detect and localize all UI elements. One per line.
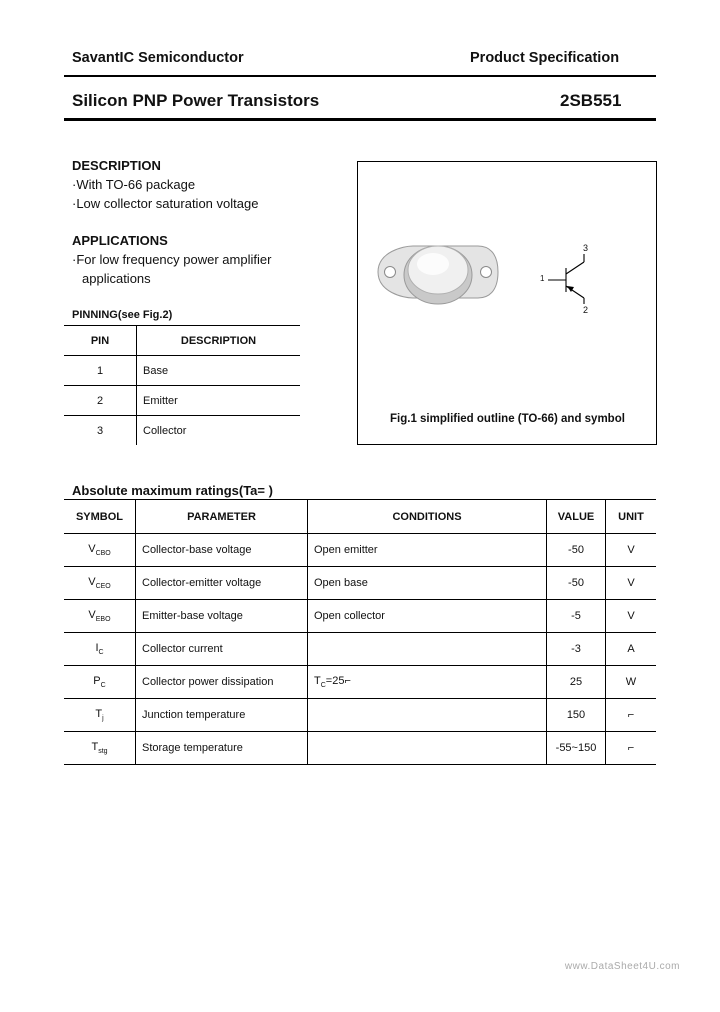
table-row <box>64 666 656 699</box>
rating-parameter: Collector current <box>136 633 308 666</box>
part-number: 2SB551 <box>560 91 622 110</box>
table-row <box>64 416 300 446</box>
rating-unit: ⌐ <box>606 699 657 732</box>
description-item: ·With TO-66 package <box>72 177 196 192</box>
rating-value: -50 <box>547 534 606 567</box>
ratings-heading: Absolute maximum ratings(Ta= ) <box>72 483 273 498</box>
pinning-table <box>64 325 300 445</box>
table-row <box>64 633 656 666</box>
pinning-header-row <box>64 326 300 356</box>
pin-description: Collector <box>143 424 187 437</box>
figure-box <box>357 161 657 445</box>
rating-parameter: Emitter-base voltage <box>136 600 308 633</box>
rating-conditions <box>308 666 547 699</box>
rating-parameter: Junction temperature <box>136 699 308 732</box>
symbol-subscript: j <box>102 715 104 723</box>
rating-symbol <box>64 699 136 732</box>
table-row <box>64 356 300 386</box>
rating-symbol <box>64 732 136 765</box>
rating-unit: V <box>606 534 657 567</box>
symbol-subscript: C <box>100 682 106 690</box>
rating-value: -50 <box>547 567 606 600</box>
figure-caption: Fig.1 simplified outline (TO-66) and symbol <box>390 413 625 425</box>
rating-symbol <box>64 633 136 666</box>
pin-number: 2 <box>64 386 137 416</box>
rating-symbol <box>64 567 136 600</box>
rating-symbol <box>64 600 136 633</box>
header-rule-bottom <box>64 118 656 121</box>
pin-number: 1 <box>64 356 137 386</box>
symbol-letter: V <box>88 608 96 621</box>
rating-conditions: Open emitter <box>308 534 547 567</box>
condition-value: =25 <box>325 674 345 687</box>
header-rule-top <box>64 75 656 77</box>
rating-parameter: Storage temperature <box>136 732 308 765</box>
rating-conditions <box>308 633 547 666</box>
company-name: SavantIC Semiconductor <box>72 50 244 66</box>
symbol-col-header: SYMBOL <box>64 500 136 534</box>
ratings-header-row <box>64 500 656 534</box>
parameter-col-header: PARAMETER <box>136 500 308 534</box>
ratings-table <box>64 499 656 765</box>
symbol-emitter-label: 2 <box>583 305 589 315</box>
symbol-collector-label: 3 <box>583 243 589 253</box>
rating-parameter: Collector power dissipation <box>136 666 308 699</box>
rating-parameter: Collector-emitter voltage <box>136 567 308 600</box>
symbol-base-label: 1 <box>540 274 545 283</box>
table-row <box>64 534 656 567</box>
pnp-transistor-symbol <box>548 254 584 304</box>
rating-conditions: Open collector <box>308 600 547 633</box>
value-col-header: VALUE <box>547 500 606 534</box>
symbol-subscript: CBO <box>95 550 111 558</box>
table-row <box>64 567 656 600</box>
symbol-letter: I <box>95 641 99 654</box>
to66-package-image <box>378 246 498 304</box>
symbol-subscript: stg <box>98 748 108 756</box>
rating-unit: A <box>606 633 657 666</box>
rating-value: -5 <box>547 600 606 633</box>
pin-col-header: PIN <box>64 326 137 356</box>
table-row <box>64 600 656 633</box>
rating-conditions <box>308 699 547 732</box>
rating-unit: V <box>606 567 657 600</box>
conditions-col-header: CONDITIONS <box>308 500 547 534</box>
rating-unit: W <box>606 666 657 699</box>
rating-symbol <box>64 534 136 567</box>
table-row <box>64 699 656 732</box>
applications-item: ·For low frequency power amplifier <box>72 252 272 267</box>
symbol-letter: P <box>93 674 101 687</box>
condition-letter: T <box>314 674 321 687</box>
applications-item-cont: applications <box>82 271 151 286</box>
rating-parameter: Collector-base voltage <box>136 534 308 567</box>
rating-value: 25 <box>547 666 606 699</box>
table-row <box>64 386 300 416</box>
rating-value: -3 <box>547 633 606 666</box>
description-heading: DESCRIPTION <box>72 158 161 173</box>
symbol-letter: V <box>88 542 96 555</box>
figure-drawing <box>358 162 656 444</box>
pinning-heading: PINNING(see Fig.2) <box>72 309 173 321</box>
condition-subscript: C <box>320 682 326 690</box>
desc-col-header: DESCRIPTION <box>137 326 301 356</box>
symbol-subscript: CEO <box>95 583 111 591</box>
description-item: ·Low collector saturation voltage <box>72 196 259 211</box>
rating-value: 150 <box>547 699 606 732</box>
symbol-letter: T <box>91 740 99 753</box>
page-title: Silicon PNP Power Transistors <box>72 91 320 110</box>
applications-heading: APPLICATIONS <box>72 233 168 248</box>
doc-type: Product Specification <box>470 50 620 66</box>
symbol-subscript: EBO <box>95 616 111 624</box>
table-row <box>64 732 656 765</box>
rating-unit: V <box>606 600 657 633</box>
symbol-letter: V <box>88 575 96 588</box>
pin-number: 3 <box>64 416 137 446</box>
pin-description: Emitter <box>137 386 301 416</box>
unit-col-header: UNIT <box>606 500 657 534</box>
rating-value: -55~150 <box>547 732 606 765</box>
rating-unit: ⌐ <box>606 732 657 765</box>
rating-conditions: Open base <box>308 567 547 600</box>
degree-icon: ⌐ <box>344 674 351 687</box>
symbol-letter: T <box>95 707 103 720</box>
rating-conditions <box>308 732 547 765</box>
rating-symbol <box>64 666 136 699</box>
symbol-subscript: C <box>98 649 104 657</box>
watermark: www.DataSheet4U.com <box>564 961 680 972</box>
pin-description: Base <box>137 356 301 386</box>
